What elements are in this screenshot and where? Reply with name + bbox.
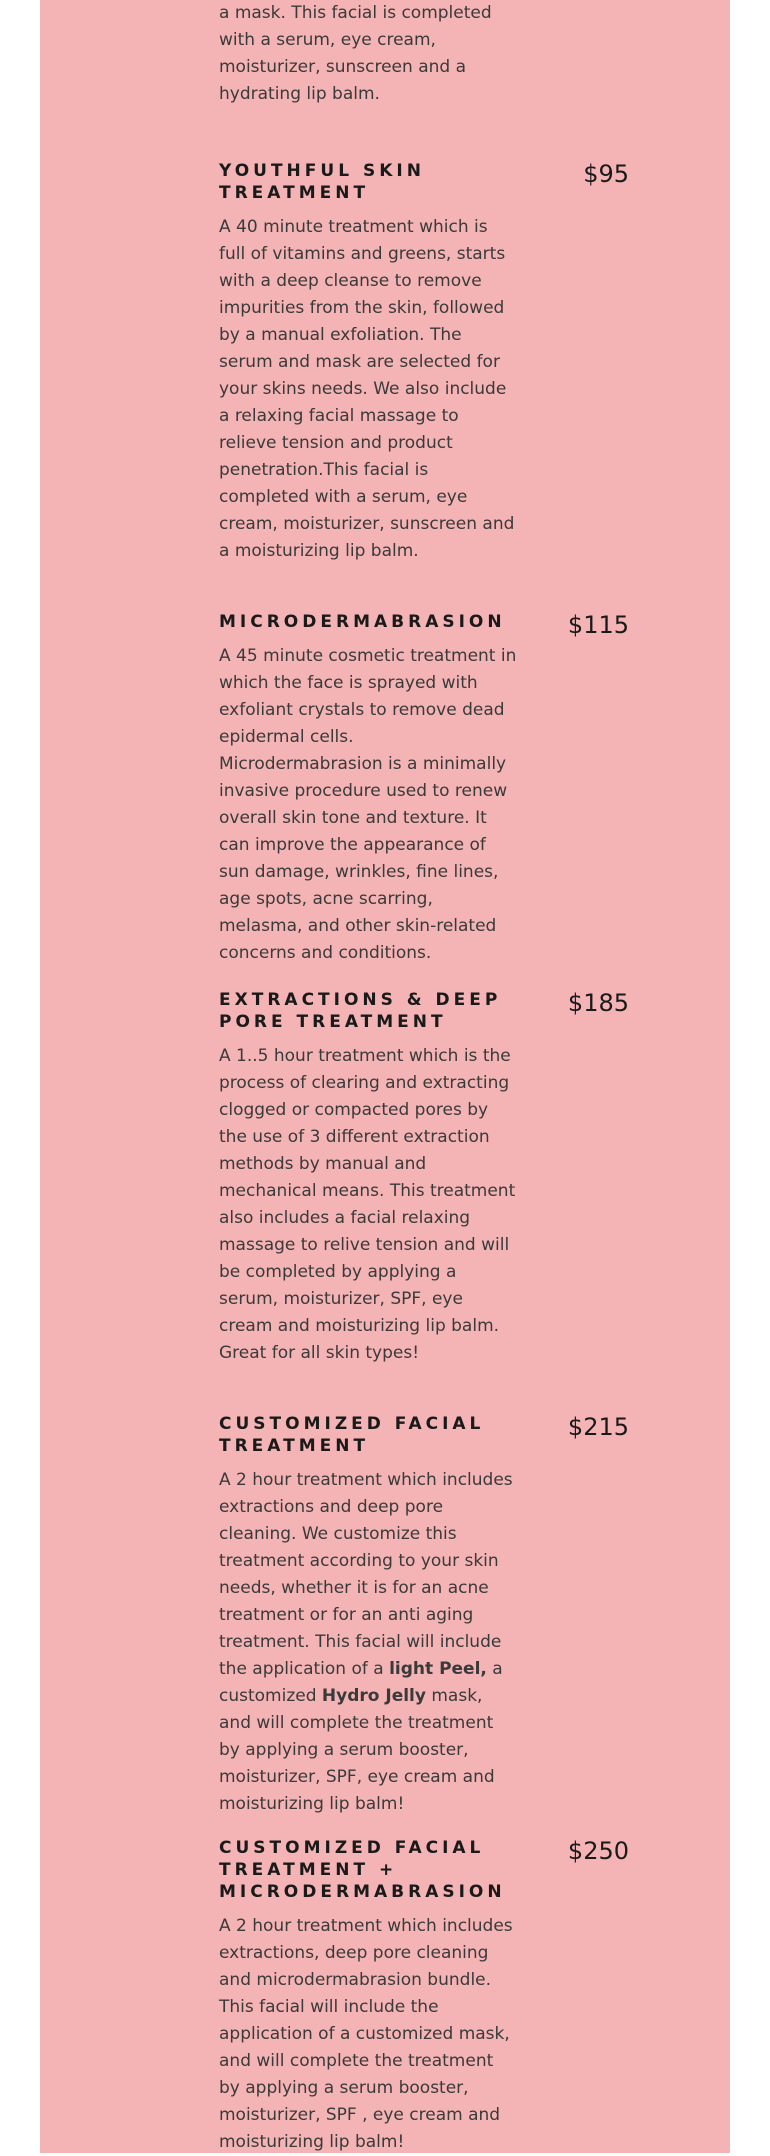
service-price: $250 [567,1837,629,1865]
service-price: $95 [583,160,629,188]
service-customized-facial [219,1413,639,1818]
service-customized-facial-microdermabrasion [219,1837,639,2156]
service-title: CUSTOMIZED FACIAL TREATMENT [219,1414,485,1456]
service-title: MICRODERMABRASION [219,612,506,632]
service-description: A 1..5 hour treatment which is the process of clearing and extracting clogged or compacted pores by the use of 3 different extraction methods by manual and mechanical means. This treatment also includes a facial relaxing massage to relive tension and will be completed by applying a serum, moisturizer, SPF, eye cream and moisturizing lip balm. Great for all skin types! [219,1046,516,1363]
description-highlight: Hydro Jelly [321,1686,426,1706]
description-highlight: light Peel, [389,1659,487,1679]
description-text: a customized [219,1659,503,1706]
description-text: mask, and will complete the treatment by applying a serum booster, moisturizer, SPF, eye cream and moisturizing lip balm! [219,1686,495,1814]
service-price: $185 [567,989,629,1017]
service-extractions [219,989,639,1367]
description-text: A 2 hour treatment which includes extractions and deep pore cleaning. We customize this treatment according to your skin needs, whether it is for an acne treatment or for an anti aging treatment. This facial will include the application of a [219,1470,513,1679]
intro-text: a mask. This facial is completed with a serum, eye cream, moisturizer, sunscreen and a hydrating lip balm. [219,3,492,104]
service-price: $215 [567,1413,629,1441]
service-description [219,1467,519,1818]
service-title: CUSTOMIZED FACIAL TREATMENT + MICRODERMABRASION [219,1838,506,1902]
service-title: EXTRACTIONS & DEEP PORE TREATMENT [219,990,502,1032]
service-microdermabrasion [219,611,639,967]
service-description: A 40 minute treatment which is full of vitamins and greens, starts with a deep cleanse to remove impurities from the skin, followed by a manual exfoliation. The serum and mask are selected for your skins needs. We also include a relaxing facial massage to relieve tension and product penetration.This facial is completed with a serum, eye cream, moisturizer, sunscreen and a moisturizing lip balm. [219,217,515,561]
menu-panel [40,0,730,2153]
service-description: A 2 hour treatment which includes extractions, deep pore cleaning and microdermabrasion bundle. This facial will include the application of a customized mask, and will complete the treatment by applying a serum booster, moisturizer, SPF , eye cream and moisturizing lip balm! [219,1916,513,2152]
service-price: $115 [567,611,629,639]
service-description: A 45 minute cosmetic treatment in which the face is sprayed with exfoliant crystals to remove dead epidermal cells. Microdermabrasion is a minimally invasive procedure used to renew overall skin tone and texture. It can improve the appearance of sun damage, wrinkles, fine lines, age spots, acne scarring, melasma, and other skin-related concerns and conditions. [219,646,517,963]
service-title: YOUTHFUL SKIN TREATMENT [219,161,425,203]
service-youthful-skin [219,160,639,565]
